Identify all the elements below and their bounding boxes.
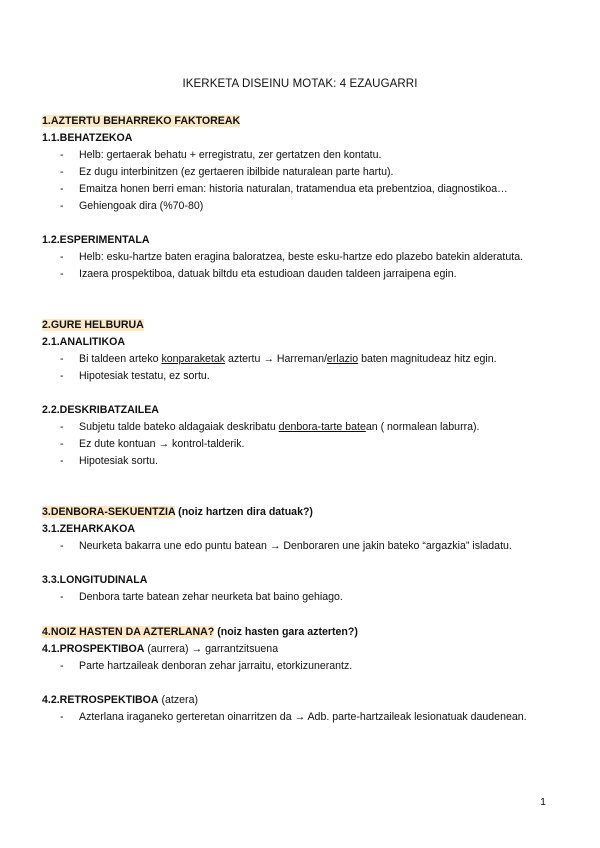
section-3-title: 3.DENBORA-SEKUENTZIA	[42, 506, 176, 518]
subsection-1-2-list	[42, 249, 562, 283]
underlined-term: erlazio	[326, 353, 359, 365]
subsection-4-1-extra: (aurrera) → garrantzitsuena	[144, 643, 279, 655]
list-item: - Azterlana iraganeko gerteretan oinarritzen da → Adb. parte-hartzaileak lesionatuak daudenean.	[42, 709, 562, 726]
list-item: - Izaera prospektiboa, datuak biltdu eta estudioan dauden taldeen jarraipena egin.	[42, 266, 562, 283]
page-number: 1	[540, 796, 546, 808]
subsection-2-1-heading: 2.1.ANALITIKOA	[42, 336, 125, 348]
section-4-note: (noiz hasten gara azterten?)	[217, 626, 358, 638]
list-item: - Helb: esku-hartze baten eragina baloratzea, beste esku-hartze edo plazebo batekin alderatuta.	[42, 249, 562, 266]
subsection-1-1-list	[42, 147, 562, 215]
subsection-3-3-heading: 3.3.LONGITUDINALA	[42, 574, 148, 586]
subsection-4-2-list	[42, 709, 562, 726]
subsection-2-2-heading: 2.2.DESKRIBATZAILEA	[42, 404, 159, 416]
section-2-title: 2.GURE HELBURUA	[42, 319, 144, 331]
list-item: - Emaitza honen berri eman: historia naturalan, tratamendua eta prebentzioa, diagnostikoa…	[42, 181, 562, 198]
subsection-3-1-list	[42, 538, 562, 555]
list-item: - Denbora tarte batean zehar neurketa bat baino gehiago.	[42, 589, 562, 606]
subsection-4-1-heading: 4.1.PROSPEKTIBOA (aurrera) → garrantzitsuena	[42, 643, 279, 655]
list-item: - Neurketa bakarra une edo puntu batean → Denboraren une jakin bateko “argazkia” isladatu.	[42, 538, 562, 555]
subsection-4-2-heading: 4.2.RETROSPEKTIBOA (atzera)	[42, 694, 199, 706]
list-item: - Helb: gertaerak behatu + erregistratu, zer gertatzen den kontatu.	[42, 147, 562, 164]
section-1-title: 1.AZTERTU BEHARREKO FAKTOREAK	[42, 115, 241, 127]
document-body	[42, 112, 562, 726]
subsection-4-2-extra: (atzera)	[158, 694, 199, 706]
subsection-2-1-list	[42, 351, 562, 385]
list-item: - Subjetu talde bateko aldagaiak deskribatu denbora-tarte batean ( normalean laburra).	[42, 419, 562, 436]
list-item: - Hipotesiak sortu.	[42, 453, 562, 470]
list-item: - Gehiengoak dira (%70-80)	[42, 198, 562, 215]
section-2-heading	[42, 316, 562, 334]
list-item: - Bi taldeen arteko konparaketak aztertu → Harreman/erlazio baten magnitudeaz hitz egin.	[42, 351, 562, 368]
underlined-term: denbora-tarte bate	[278, 421, 366, 433]
list-item: - Ez dute kontuan → kontrol-talderik.	[42, 436, 562, 453]
section-4-title: 4.NOIZ HASTEN DA AZTERLANA?	[42, 626, 215, 638]
subsection-1-2-heading: 1.2.ESPERIMENTALA	[42, 234, 150, 246]
list-item: - Hipotesiak testatu, ez sortu.	[42, 368, 562, 385]
subsection-1-1-heading: 1.1.BEHATZEKOA	[42, 132, 133, 144]
section-3-heading	[42, 503, 562, 521]
subsection-3-3-list	[42, 589, 562, 606]
document-title: IKERKETA DISEINU MOTAK: 4 EZAUGARRI	[182, 78, 418, 90]
underlined-term: konparaketak	[161, 353, 226, 365]
list-item: - Parte hartzaileak denboran zehar jarraitu, etorkizunerantz.	[42, 658, 562, 675]
section-3-note: (noiz hartzen dira datuak?)	[178, 506, 313, 518]
subsection-4-1-list	[42, 658, 562, 675]
section-1-heading	[42, 112, 562, 130]
section-4-heading	[42, 623, 562, 641]
list-item: - Ez dugu interbinitzen (ez gertaeren ibilbide naturalean parte hartu).	[42, 164, 562, 181]
subsection-2-2-list	[42, 419, 562, 470]
subsection-3-1-heading: 3.1.ZEHARKAKOA	[42, 523, 136, 535]
